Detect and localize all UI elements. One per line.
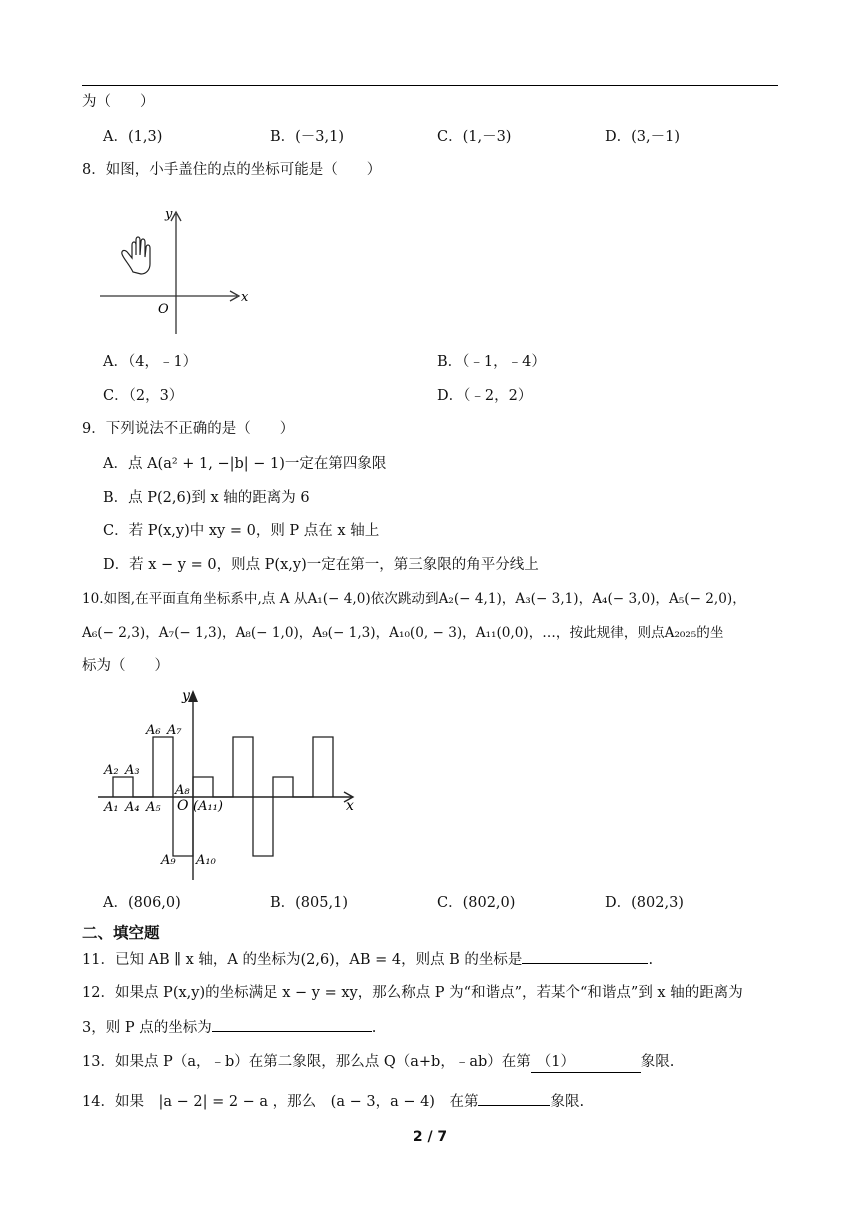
q10-option-a: A．(806,0): [103, 895, 181, 911]
q10-label-a8: A₈: [175, 783, 190, 798]
q12-answer-blank[interactable]: [212, 1017, 372, 1032]
q8-option-b: B．（﹣1，﹣4）: [437, 354, 546, 370]
q10-line-2: A₆(− 2,3)，A₇(− 1,3)，A₈(− 1,0)，A₉(− 1,3)，A₁₀(0, − 3)，A₁₁(0,0)，…，按此规律，则点A₂₀₂₅的坐: [82, 625, 724, 641]
q10-y-label: y: [182, 688, 190, 704]
q8-x-label: x: [241, 290, 249, 305]
q12-text: 3，则 P 点的坐标为: [82, 1020, 212, 1036]
q8-option-d: D．（﹣2，2）: [437, 388, 533, 404]
q10-figure: [96, 684, 366, 884]
q8-stem: 8．如图，小手盖住的点的坐标可能是（ ）: [82, 162, 382, 178]
q8-y-label: y: [165, 207, 173, 222]
q11-answer-blank[interactable]: [522, 949, 648, 964]
section-fill-in-heading: 二、填空题: [82, 924, 160, 942]
q12-line-1: 12．如果点 P(x,y)的坐标满足 x − y = xy，那么称点 P 为“和谐点”，若某个“和谐点”到 x 轴的距离为: [82, 985, 743, 1001]
q13-answer-blank[interactable]: [531, 1052, 641, 1073]
q10-line-3: 标为（ ）: [82, 658, 169, 674]
q14-end: 象限.: [550, 1094, 585, 1110]
q8-origin-label: O: [158, 302, 169, 317]
q12-end: .: [371, 1020, 377, 1036]
q10-label-a3: A₃: [125, 763, 140, 778]
q14-answer-blank[interactable]: [478, 1091, 550, 1106]
hand-icon: [122, 237, 150, 274]
q10-jump-path: [113, 737, 333, 856]
q9-option-d: D．若 x − y = 0，则点 P(x,y)一定在第一，第三象限的角平分线上: [103, 557, 539, 573]
q10-option-d: D．(802,3): [605, 895, 684, 911]
q10-label-a4: A₄: [125, 800, 140, 815]
q9-option-b: B．点 P(2,6)到 x 轴的距离为 6: [103, 490, 310, 506]
q10-label-a11: (A₁₁): [193, 799, 223, 814]
q9-option-a: A．点 A(a² + 1, −|b| − 1)一定在第四象限: [103, 456, 387, 472]
q10-label-a6: A₆: [146, 723, 161, 738]
q13-blank-label: （1）: [536, 1054, 575, 1070]
q9-stem: 9．下列说法不正确的是（ ）: [82, 421, 295, 437]
q10-label-a2: A₂: [104, 763, 119, 778]
q10-label-a7: A₇: [167, 723, 182, 738]
q10-label-a1: A₁: [104, 800, 119, 815]
q9-option-c: C．若 P(x,y)中 xy = 0，则 P 点在 x 轴上: [103, 523, 380, 539]
q10-label-a5: A₅: [146, 800, 161, 815]
q7-option-d: D．(3,－1): [605, 129, 680, 145]
q10-option-c: C．(802,0): [437, 895, 516, 911]
q7-option-c: C．(1,－3): [437, 129, 512, 145]
q10-option-b: B．(805,1): [270, 895, 348, 911]
q13-end: 象限.: [640, 1054, 675, 1070]
q10-line-1: 10.如图,在平面直角坐标系中,点 A 从A₁(− 4,0)依次跳动到A₂(− 4,1)，A₃(− 3,1)，A₄(− 3,0)，A₅(− 2,0)，: [82, 591, 746, 607]
q10-x-label: x: [346, 798, 354, 814]
q14: [82, 1091, 584, 1112]
q10-origin-label: O: [177, 798, 189, 814]
q8-option-c: C．（2，3）: [103, 388, 184, 404]
q10-label-a10: A₁₀: [196, 853, 216, 868]
q8-figure: [95, 200, 255, 340]
q11-end: .: [648, 952, 654, 968]
q13: [82, 1052, 674, 1073]
header-rule: [82, 85, 778, 86]
q11-text: 11．已知 AB ∥ x 轴，A 的坐标为(2,6)，AB = 4，则点 B 的坐标是: [82, 952, 523, 968]
page-number: 2 / 7: [412, 1129, 448, 1145]
q14-text: 14．如果 |a − 2| = 2 − a ，那么 (a − 3，a − 4) 在第: [82, 1094, 479, 1110]
q7-continuation: 为（ ）: [82, 94, 155, 110]
q7-option-a: A．(1,3): [103, 129, 163, 145]
q10-label-a9: A₉: [161, 853, 176, 868]
q11: [82, 949, 653, 970]
q8-option-a: A．（4，﹣1）: [103, 354, 198, 370]
q12-line-2: [82, 1017, 376, 1038]
q13-text: 13．如果点 P（a，﹣b）在第二象限，那么点 Q（a+b，﹣ab）在第: [82, 1054, 531, 1070]
q7-option-b: B．(－3,1): [270, 129, 345, 145]
